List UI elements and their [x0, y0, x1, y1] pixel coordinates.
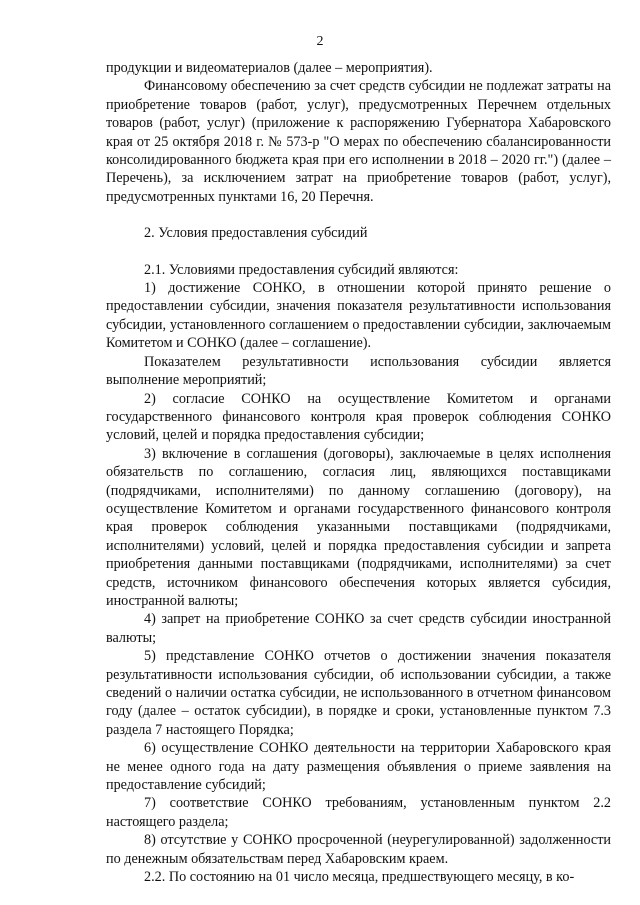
paragraph-condition-1: 1) достижение СОНКО, в отношении которой принято решение о предоставлении субсидии, значения показателя результативности использования субсидии, установленного соглашением о предоставлении субсидии, заключаемым Комитетом и СОНКО (далее – соглашение).	[106, 280, 611, 352]
page-number: 2	[316, 34, 324, 49]
paragraph-condition-4: 4) запрет на приобретение СОНКО за счет средств субсидии иностранной валюты;	[106, 611, 611, 646]
section-heading: 2. Условия предоставления субсидий	[144, 225, 368, 242]
paragraph-condition-3: 3) включение в соглашения (договоры), заключаемые в целях исполнения обязательств по соглашению, согласия лиц, являющихся поставщиками (подрядчиками, исполнителями) по данному соглашению (договору), на осуществление Комитетом и органами государственного финансового контроля края проверок соблюдения указанными поставщиками (подрядчиками, исполнителями) условий, целей и порядка предоставления субсидии и запрета приобретения данными поставщиками (подрядчиками, исполнителями) за счет средств, источником финансового обеспечения которых является субсидия, иностранной валюты;	[106, 445, 611, 609]
paragraph-condition-6: 6) осуществление СОНКО деятельности на территории Хабаровского края не менее одного года на дату размещения объявления о приеме заявления на предоставление субсидий;	[106, 740, 611, 794]
paragraph-clause-2-1: 2.1. Условиями предоставления субсидий являются:	[144, 261, 459, 278]
document-body	[106, 59, 611, 886]
paragraph-condition-5: 5) представление СОНКО отчетов о достижении значения показателя результативности использования субсидии, об использовании субсидии, а также сведений о наличии остатка субсидии, не использованного в отчетном финансовом году (далее – остаток субсидии), в порядке и сроки, установленные пунктом 7.3 раздела 7 настоящего Порядка;	[106, 648, 611, 738]
paragraph-clause-2-2: 2.2. По состоянию на 01 число месяца, предшествующего месяцу, в ко-	[144, 869, 575, 886]
paragraph-condition-2: 2) согласие СОНКО на осуществление Комитетом и органами государственного финансового контроля края проверок соблюдения СОНКО условий, целей и порядка предоставления субсидии;	[106, 390, 611, 444]
paragraph-financing-exclusions: Финансовому обеспечению за счет средств субсидии не подлежат затраты на приобретение товаров (работ, услуг), предусмотренных Перечнем отдельных товаров (работ, услуг) (приложение к распоряжению Губернатора Хабаровского края от 25 октября 2018 г. № 573-р "О мерах по обеспечению сбалансированности консолидированного бюджета края при его исполнении в 2018 – 2020 гг.") (далее – Перечень), за исключением затрат на приобретение товаров (работ, услуг), предусмотренных пунктами 16, 20 Перечня.	[106, 78, 611, 205]
paragraph-continuation: продукции и видеоматериалов (далее – мероприятия).	[106, 60, 433, 76]
paragraph-condition-8: 8) отсутствие у СОНКО просроченной (неурегулированной) задолженности по денежным обязательствам перед Хабаровским краем.	[106, 832, 611, 867]
paragraph-performance-indicator: Показателем результативности использования субсидии является выполнение мероприятий;	[106, 353, 611, 389]
paragraph-condition-7: 7) соответствие СОНКО требованиям, установленным пунктом 2.2 настоящего раздела;	[106, 795, 611, 830]
